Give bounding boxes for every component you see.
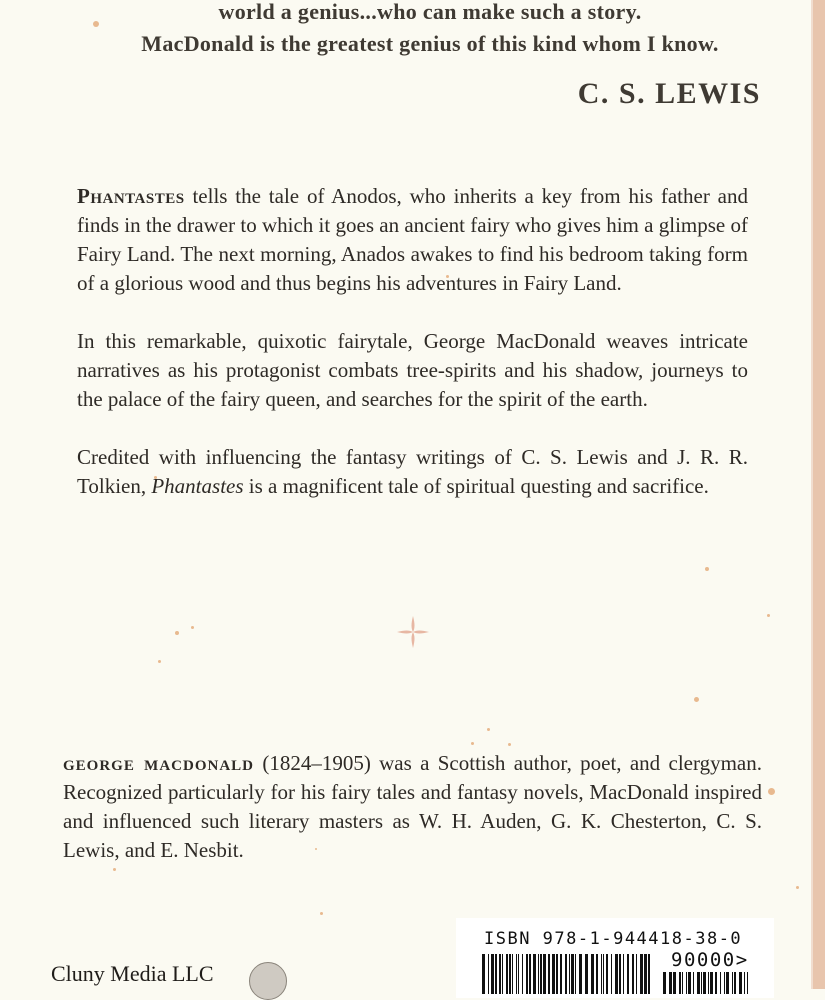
- spine-strip: [813, 0, 825, 989]
- barcode-bar: [732, 972, 733, 994]
- barcode-bar: [518, 954, 519, 994]
- barcode-bar: [502, 954, 503, 994]
- barcode-bar: [615, 954, 618, 994]
- description-paragraph: In this remarkable, quixotic fairytale, George MacDonald weaves intricate narratives as his protagonist combats tree-spirits and his shadow, journeys to the palace of the fairy queen, and searches for the spirit of the earth.: [77, 329, 748, 411]
- barcode-bar: [499, 954, 501, 994]
- barcode-bar: [603, 954, 604, 994]
- barcode-bar: [482, 954, 485, 994]
- barcode-bar: [526, 954, 528, 994]
- barcode-bar: [673, 972, 676, 994]
- barcode-bar: [585, 954, 588, 994]
- barcode-bar: [522, 954, 523, 994]
- barcode-bar: [663, 972, 666, 994]
- book-title: Phantastes: [77, 184, 185, 208]
- barcode-bar: [569, 954, 570, 994]
- barcode-bar: [648, 954, 650, 994]
- speck: [175, 631, 179, 635]
- speck: [191, 626, 194, 629]
- barcode-bar: [552, 954, 555, 994]
- book-description: [77, 182, 748, 530]
- barcode-bar: [644, 954, 647, 994]
- quote-line: world a genius...who can make such a story.: [218, 0, 642, 24]
- quote-attribution: C. S. LEWIS: [577, 77, 761, 110]
- isbn-barcode-bars: [482, 954, 652, 994]
- barcode-bar: [715, 972, 717, 994]
- speck: [158, 660, 161, 663]
- paragraph-text: Credited with influencing the fantasy writings of C. S. Lewis and J. R. R. Tolkien,: [77, 445, 748, 498]
- barcode-bar: [703, 972, 706, 994]
- barcode-bar: [632, 954, 634, 994]
- author-name: george macdonald: [63, 751, 254, 775]
- barcode-bar: [734, 972, 736, 994]
- bio-text: (1824–1905) was a Scottish author, poet, and clergyman. Recognized particularly for his fairy tales and fantasy novels, MacDonald inspired and influenced such literary masters as W. H. Auden, G. K. Chesterton, C. S. Lewis, and E. Nesbit.: [63, 751, 763, 862]
- barcode-bar: [538, 954, 539, 994]
- barcode-bar: [516, 954, 517, 994]
- barcode-bar: [575, 954, 576, 994]
- barcode-bar: [506, 954, 508, 994]
- barcode-bar: [548, 954, 550, 994]
- endorsement-quote: [60, 0, 800, 60]
- barcode-bar: [488, 954, 489, 994]
- barcode-bar: [495, 954, 497, 994]
- barcode-bar: [611, 954, 612, 994]
- paragraph-text: tells the tale of Anodos, who inherits a key from his father and finds in the drawer to which it goes an ancient fairy who gives him a glimpse of Fairy Land. The next morning, Anados awakes to find his bedroom taking form of a glorious wood and thus begins his adventures in Fairy Land.: [77, 184, 748, 295]
- speck: [767, 614, 770, 617]
- speck: [320, 912, 323, 915]
- barcode-bar: [556, 954, 558, 994]
- speck: [694, 697, 699, 702]
- barcode-bar: [512, 954, 513, 994]
- speck: [113, 868, 116, 871]
- author-bio: [63, 749, 762, 865]
- speck: [768, 788, 775, 795]
- isbn-number: ISBN 978-1-944418-38-0: [484, 929, 743, 949]
- barcode-bar: [669, 972, 672, 994]
- barcode-bar: [688, 972, 691, 994]
- barcode-bar: [619, 954, 621, 994]
- barcode-bar: [726, 972, 729, 994]
- price-barcode-bars: [663, 972, 749, 994]
- barcode-bar: [708, 972, 709, 994]
- barcode-bar: [697, 972, 700, 994]
- description-paragraph: [77, 182, 748, 298]
- barcode-bar: [720, 972, 721, 994]
- barcode-bar: [682, 972, 683, 994]
- barcode-bar: [724, 972, 725, 994]
- barcode-bar: [565, 954, 567, 994]
- barcode-bar: [686, 972, 687, 994]
- speck: [487, 728, 490, 731]
- barcode-bar: [533, 954, 536, 994]
- barcode-bar: [571, 954, 574, 994]
- speck: [508, 743, 511, 746]
- barcode-bar: [543, 954, 546, 994]
- barcode-bar: [606, 954, 608, 994]
- speck: [705, 567, 709, 571]
- barcode-bar: [679, 972, 681, 994]
- barcode-bar: [710, 972, 713, 994]
- paragraph-text: is a magnificent tale of spiritual questing and sacrifice.: [243, 474, 709, 498]
- quote-line: MacDonald is the greatest genius of this kind whom I know.: [141, 31, 719, 56]
- barcode-bar: [623, 954, 624, 994]
- description-paragraph: [77, 443, 748, 501]
- barcode-bar: [640, 954, 643, 994]
- fleuron-ornament-icon: [395, 614, 431, 650]
- publisher-logo-icon: [249, 962, 287, 1000]
- barcode-bar: [540, 954, 542, 994]
- barcode-bar: [701, 972, 702, 994]
- barcode-bar: [591, 954, 594, 994]
- barcode-bar: [601, 954, 602, 994]
- barcode-bar: [560, 954, 562, 994]
- barcode-bar: [509, 954, 511, 994]
- speck: [471, 742, 474, 745]
- book-title-italic: Phantastes: [151, 474, 244, 498]
- speck: [796, 886, 799, 889]
- publisher-name: Cluny Media LLC: [51, 961, 214, 986]
- barcode-bar: [627, 954, 629, 994]
- barcode-bar: [491, 954, 494, 994]
- barcode-bar: [744, 972, 745, 994]
- barcode-bar: [747, 972, 748, 994]
- barcode-bar: [739, 972, 742, 994]
- barcode-bar: [596, 954, 598, 994]
- barcode-bar: [579, 954, 582, 994]
- barcode-bar: [636, 954, 637, 994]
- price-code: 90000>: [671, 949, 749, 971]
- barcode-bar: [529, 954, 531, 994]
- barcode-bar: [693, 972, 694, 994]
